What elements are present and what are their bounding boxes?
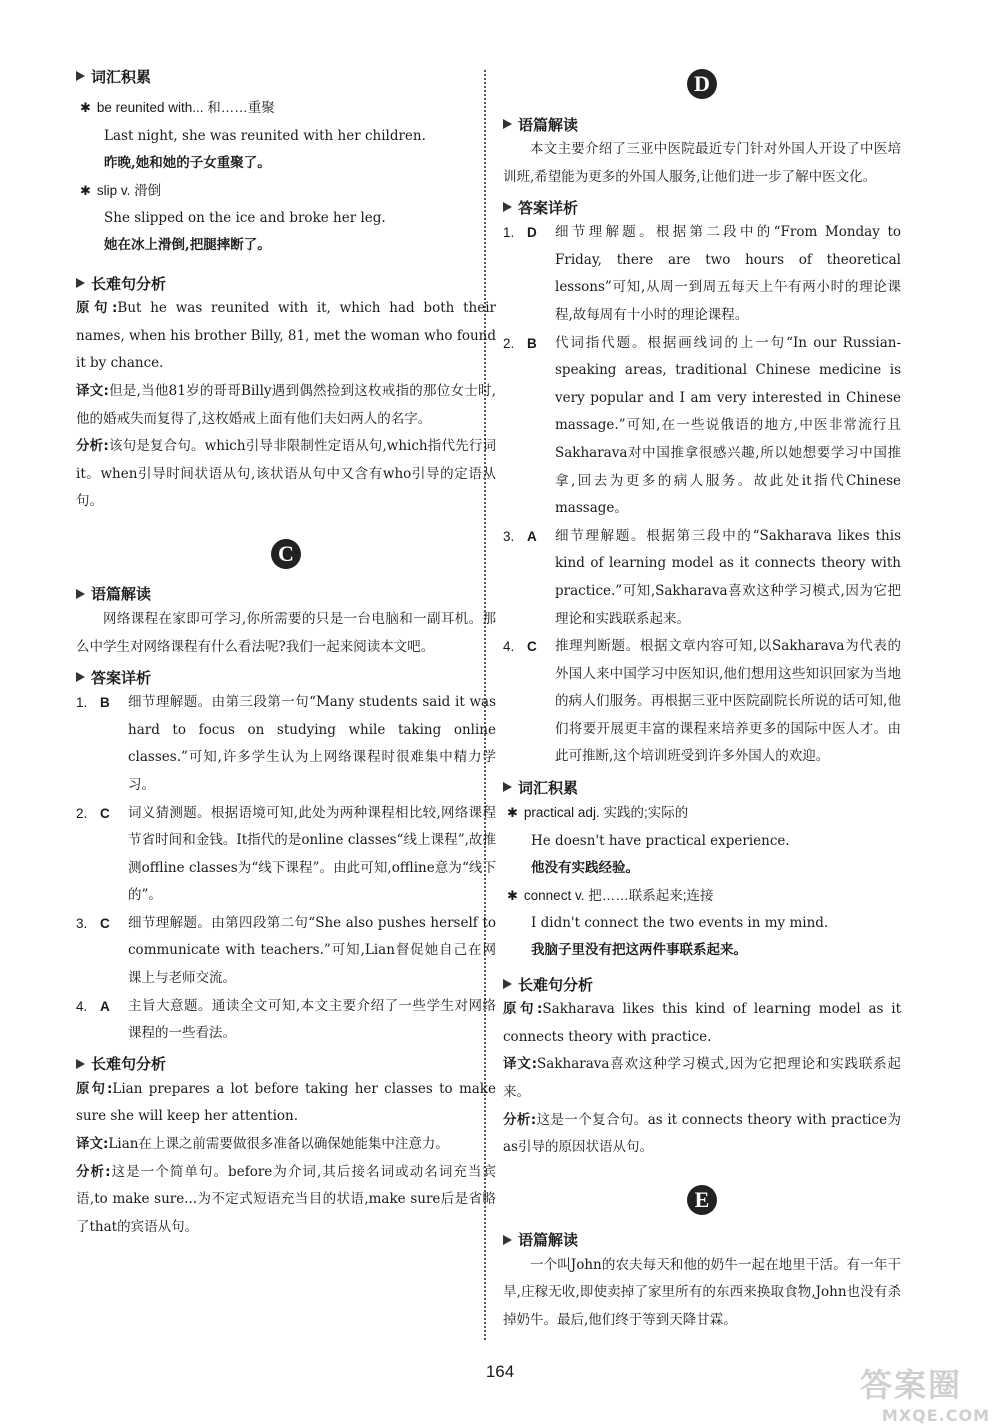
example-cn: 她在冰上滑倒,把腿摔断了。	[104, 237, 271, 254]
arrow-icon	[76, 278, 85, 288]
vocab-entry: ✱ practical adj. 实践的;实际的 He doesn't have practical experience. 他没有实践经验。	[503, 799, 901, 882]
analysis: 分析:该句是复合句。which引导非限制性定语从句,which指代先行词it。when引导时间状语从句,该状语从句中又含有who引导的定语从句。	[76, 438, 497, 510]
arrow-icon	[503, 782, 512, 792]
vocab-entry: ✱ be reunited with... 和……重聚 Last night, she was reunited with her children. 昨晚,她和她的子女重聚了。	[76, 94, 496, 177]
translation: 译文:Sakharava喜欢这种学习模式,因为它把理论和实践联系起来。	[503, 1056, 901, 1101]
answer-heading: 答案详析	[76, 665, 496, 689]
vocab-heading: 词汇积累	[76, 64, 496, 88]
reading-summary: 一个叫John的农夫每天和他的奶牛一起在地里干活。有一年干旱,庄稼无收,即使卖掉了家里所有的东西来换取食物,John也没有杀掉奶牛。最后,他们终于等到天降甘霖。	[503, 1256, 901, 1328]
answer-item: 1. B 细节理解题。由第三段第一句“Many students said it was hard to focus on studying while taking online classes.”可知,许多学生认为上网络课程时很难集中精力学习。	[76, 694, 496, 793]
translation: 译文:但是,当他81岁的哥哥Billy遇到偶然捡到这枚戒指的那位女士时,他的婚戒失而复得了,这枚婚戒上面有他们夫妇两人的名字。	[76, 382, 496, 427]
passage-badge-d: D	[687, 69, 717, 99]
analysis: 分析:这是一个复合句。as it connects theory with practice为as引导的原因状语从句。	[503, 1111, 901, 1156]
answer-item: 3. C 细节理解题。由第四段第二句“She also pushes herself to communicate with teachers.”可知,Lian督促她自己在网课上与老师交流。	[76, 914, 496, 987]
original-sentence: 原句:Lian prepares a lot before taking her classes to make sure she will keep her attention.	[76, 1080, 496, 1125]
long-sentence-heading: 长难句分析	[503, 972, 901, 996]
answer-item: 4. A 主旨大意题。通读全文可知,本文主要介绍了一些学生对网络课程的一些看法。	[76, 997, 496, 1042]
long-sentence-heading: 长难句分析	[76, 271, 496, 295]
arrow-icon	[503, 202, 512, 212]
star-icon: ✱	[80, 183, 91, 199]
reading-summary: 本文主要介绍了三亚中医院最近专门针对外国人开设了中医培训班,希望能为更多的外国人服务,让他们进一步了解中医文化。	[503, 141, 901, 185]
arrow-icon	[76, 1059, 85, 1069]
answer-heading: 答案详析	[503, 195, 901, 219]
right-column	[503, 60, 901, 1335]
example-cn: 昨晚,她和她的子女重聚了。	[104, 154, 271, 171]
passage-badge-c: C	[271, 539, 301, 569]
vocab-entry: ✱ slip v. 滑倒 She slipped on the ice and broke her leg. 她在冰上滑倒,把腿摔断了。	[76, 177, 496, 260]
example-en: He doesn't have practical experience.	[531, 832, 790, 849]
arrow-icon	[503, 1235, 512, 1245]
original-sentence: 原句:But he was reunited with it, which had both their names, when his brother Billy, 81, met the woman who found it by chance.	[76, 300, 496, 372]
answer-item: 4. C 推理判断题。根据文章内容可知,以Sakharava为代表的外国人来中国学习中医知识,他们想用这些知识回家为当地的病人们服务。再根据三亚中医院副院长所说的话可知,他们将要开展更丰富的课程来培养更多的国际中医人才。由此可推断,这个培训班受到许多外国人的欢迎。	[503, 638, 901, 765]
long-sentence-heading: 长难句分析	[76, 1052, 496, 1076]
example-en: I didn't connect the two events in my mind.	[531, 915, 829, 932]
original-sentence: 原句:Sakharava likes this kind of learning model as it connects theory with practice.	[503, 1001, 901, 1045]
example-cn: 我脑子里没有把这两件事联系起来。	[531, 942, 747, 959]
arrow-icon	[503, 979, 512, 989]
vocab-entry: ✱ connect v. 把……联系起来;连接 I didn't connect the two events in my mind. 我脑子里没有把这两件事联系起来。	[503, 882, 901, 965]
watermark-logo: 答案圈 MXQE.COM	[860, 1366, 990, 1425]
answer-item: 2. C 词义猜测题。根据语境可知,此处为两种课程相比较,网络课程节省时间和金钱。It指代的是online classes“线上课程”,故推测offline classes为“线下课程”。由此可知,offline意为“线下的”。	[76, 804, 496, 904]
example-cn: 他没有实践经验。	[531, 859, 639, 876]
example-en: She slipped on the ice and broke her leg.	[104, 210, 386, 227]
answer-item: 3. A 细节理解题。根据第三段中的“Sakharava likes this kind of learning model as it connects theory with practice.”可知,Sakharava喜欢这种学习模式,因为它把理论和实践联系起来。	[503, 527, 901, 627]
translation: 译文:Lian在上课之前需要做很多准备以确保她能集中注意力。	[76, 1136, 449, 1153]
reading-heading: 语篇解读	[503, 1228, 901, 1252]
star-icon: ✱	[80, 101, 91, 116]
page-number: 164	[485, 1362, 515, 1381]
example-en: Last night, she was reunited with her children.	[104, 127, 426, 144]
reading-heading: 语篇解读	[76, 582, 496, 606]
reading-summary: 网络课程在家即可学习,你所需要的只是一台电脑和一副耳机。那么中学生对网络课程有什么看法呢?我们一起来阅读本文吧。	[76, 610, 496, 655]
passage-badge-e: E	[687, 1185, 717, 1215]
analysis: 分析:这是一个简单句。before为介词,其后接名词或动名词充当宾语,to make sure...为不定式短语充当目的状语,make sure后是省略了that的宾语从句。	[76, 1163, 496, 1235]
star-icon: ✱	[507, 888, 518, 904]
answer-item: 2. B 代词指代题。根据画线词的上一句“In our Russian-speaking areas, traditional Chinese medicine is very popular and I am very interested in Chinese massage.”可知,在一些说俄语的地方,中医非常流行且Sakharava对中国推拿很感兴趣,所以她想要学习中国推拿,回去为更多的病人服务。故此处it指代Chinese massage。	[503, 334, 901, 517]
arrow-icon	[503, 119, 512, 129]
reading-heading: 语篇解读	[503, 112, 901, 136]
arrow-icon	[76, 589, 85, 599]
arrow-icon	[76, 672, 85, 682]
arrow-icon	[76, 71, 85, 81]
answer-item: 1. D 细节理解题。根据第二段中的“From Monday to Friday, there are two hours of theoretical lessons”可知,从周一到周五每天上午有两小时的理论课程,故每周有十小时的理论课程。	[503, 224, 901, 323]
vocab-heading: 词汇积累	[503, 775, 901, 799]
left-column	[76, 60, 496, 1241]
star-icon: ✱	[507, 806, 518, 822]
